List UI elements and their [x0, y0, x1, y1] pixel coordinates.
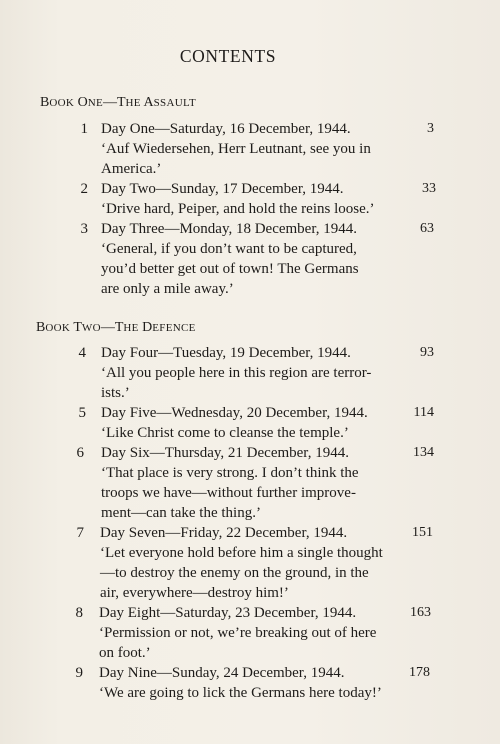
book-two-dash: — — [100, 320, 115, 335]
book-one-a: A — [140, 95, 154, 110]
page-number: 151 — [412, 525, 433, 540]
chapter-quote-line: ‘Permission or not, we’re breaking out of here — [99, 625, 377, 641]
page-number: 63 — [420, 221, 434, 236]
book-two-heading — [36, 320, 196, 336]
page-number: 134 — [413, 445, 434, 460]
book-one-b: B — [40, 95, 50, 110]
chapter-quote-line: ‘Like Christ come to cleanse the temple.’ — [101, 425, 349, 441]
chapter-quote-line: ‘That place is very strong. I don’t think the — [101, 465, 359, 481]
chapter-quote-line: —to destroy the enemy on the ground, in the — [100, 565, 369, 581]
chapter-number: 7 — [76, 525, 84, 541]
chapter-quote-line: ‘Auf Wiedersehen, Herr Leutnant, see you in — [101, 141, 371, 157]
page-number: 114 — [413, 405, 434, 420]
chapter-quote-line: ment—can take the thing.’ — [101, 505, 261, 521]
chapter-heading: Day Seven—Friday, 22 December, 1944. — [100, 525, 348, 541]
page-number: 163 — [410, 605, 431, 620]
chapter-number: 8 — [75, 605, 83, 621]
chapter-quote-line: ‘General, if you don’t want to be captured, — [101, 241, 357, 257]
book-two-b: B — [36, 320, 46, 335]
chapter-quote-line: are only a mile away.’ — [101, 281, 234, 297]
page-number: 93 — [420, 345, 434, 360]
chapter-heading: Day Six—Thursday, 21 December, 1944. — [101, 445, 349, 461]
book-two-he: HE — [123, 322, 139, 334]
book-one-dash: — — [102, 95, 117, 110]
book-one-ssault: SSAULT — [153, 97, 196, 109]
chapter-quote-line: ‘We are going to lick the Germans here today!’ — [99, 685, 382, 701]
page-number: 178 — [409, 665, 430, 680]
chapter-heading: Day Five—Wednesday, 20 December, 1944. — [101, 405, 368, 421]
chapter-number: 9 — [75, 665, 83, 681]
chapter-number: 5 — [78, 405, 86, 421]
book-two-t2: T — [114, 320, 124, 335]
book-two-t: T — [70, 320, 82, 335]
book-two-wo: WO — [81, 322, 101, 334]
chapter-number: 1 — [80, 121, 88, 137]
chapter-number: 2 — [80, 181, 88, 197]
chapter-quote-line: on foot.’ — [99, 645, 151, 661]
book-one-he: HE — [125, 97, 141, 109]
chapter-number: 4 — [78, 345, 86, 361]
page-number: 33 — [422, 181, 436, 196]
chapter-quote-line: America.’ — [101, 161, 162, 177]
chapter-quote-line: air, everywhere—destroy him!’ — [100, 585, 289, 601]
chapter-heading: Day Eight—Saturday, 23 December, 1944. — [99, 605, 357, 621]
chapter-quote-line: ists.’ — [101, 385, 130, 401]
page-number: 3 — [427, 121, 434, 136]
chapter-quote-line: ‘Let everyone hold before him a single thought — [100, 545, 383, 561]
chapter-heading: Day Three—Monday, 18 December, 1944. — [101, 221, 357, 237]
contents-title: CONTENTS — [179, 46, 277, 66]
chapter-number: 3 — [80, 221, 88, 237]
chapter-quote-line: troops we have—without further improve- — [101, 485, 356, 501]
book-two-efence: EFENCE — [152, 322, 196, 334]
chapter-quote-line: ‘All you people here in this region are terror- — [101, 365, 372, 381]
chapter-quote-line: you’d better get out of town! The Germans — [101, 261, 359, 277]
chapter-quote-line: ‘Drive hard, Peiper, and hold the reins loose.’ — [101, 201, 375, 217]
chapter-heading: Day Nine—Sunday, 24 December, 1944. — [99, 665, 345, 681]
book-one-t: T — [116, 95, 126, 110]
chapter-heading: Day Four—Tuesday, 19 December, 1944. — [101, 345, 351, 361]
book-one-o: O — [74, 95, 88, 110]
book-one-heading — [40, 95, 196, 111]
chapter-heading: Day One—Saturday, 16 December, 1944. — [101, 121, 351, 137]
book-one-ook: OOK — [49, 97, 75, 109]
book-one-ne: NE — [87, 97, 103, 109]
chapter-number: 6 — [76, 445, 84, 461]
chapter-heading: Day Two—Sunday, 17 December, 1944. — [101, 181, 344, 197]
book-two-d: D — [138, 320, 153, 335]
book-two-ook: OOK — [45, 322, 71, 334]
